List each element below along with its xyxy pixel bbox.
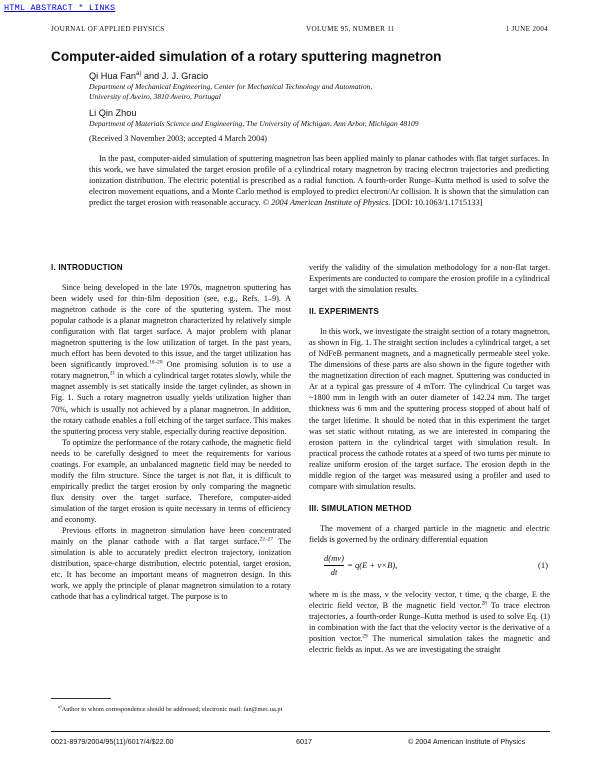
equation-1 <box>309 551 550 583</box>
paragraph: The movement of a charged particle in the magnetic and electric fields is governed by the ordinary differential equation <box>309 523 550 544</box>
right-column <box>309 262 550 655</box>
abstract-text: In the past, computer-aided simulation of sputtering magnetron has been applied mainly to planar cathodes with flat target surfaces. In this work, we have simulated the target erosion profile of a cylindrical rotary magnetron by tracing electron trajectories and predicting ionization distribution. The electric potential is prescribed as a radial function. A fourth-order Runge–Kutta method is used to solve the electron movement equations, and a Monte Carlo method is employed to predict electron/Ar collision. It is shown that the simulation can predict the target erosion with reasonable accuracy. <box>89 154 549 208</box>
running-head <box>51 25 548 37</box>
abstract <box>89 153 549 208</box>
affiliation-line: Department of Mechanical Engineering, Center for Mechanical Technology and Automation, <box>89 82 373 91</box>
html-abstract-links[interactable]: HTML ABSTRACT * LINKS <box>4 3 116 13</box>
equation-denominator: dt <box>330 566 338 577</box>
section-heading-introduction: I. INTRODUCTION <box>51 263 123 272</box>
journal-name: JOURNAL OF APPLIED PHYSICS <box>51 25 165 33</box>
equation-number: (1) <box>537 559 548 570</box>
issue-date: 1 JUNE 2004 <box>505 25 548 33</box>
equation-rhs: = q(E + v×B), <box>347 559 398 570</box>
abstract-copyright: © 2004 American Institute of Physics. <box>262 198 391 208</box>
equation-fraction <box>324 553 344 578</box>
citation[interactable]: 21 <box>109 370 116 377</box>
authors-group-2: Li Qin Zhou <box>89 108 137 118</box>
citation[interactable]: 28 <box>481 600 487 607</box>
paragraph: In this work, we investigate the straight section of a rotary magnetron, as shown in Fig. 1. The straight section includes a cylindrical target, a set of NdFeB permanent magnets, and a magnetically permeable steel yoke. The dimensions of these parts are also shown in the figure together with the magnetization direction of each magnet. Sputtering was conducted in Ar at a typical gas pressure of 4 mTorr. The cylindrical Cu target was ~1800 mm in length with an outer diameter of 142.24 mm. The target thickness was 6 mm and the sputtering process stopped of about half of the target lifetime. It should be noted that in this experiment the target was set static without rotating, as we are interested in comparing the erosion pattern in the cylindrical target with simulation result. In practical process the cathode rotates at a speed of two turns per minute to realize uniform erosion of the target surface. The erosion depth in the middle region of the target was measured using a profiler and used to compare with simulation results. <box>309 327 550 491</box>
authors-group-1 <box>89 71 208 81</box>
text-run: To trace electron trajectories, a fourth-order Runge–Kutta method is used to solve Eq. (1) in combination with the fact that the velocity vector is the derivative of a position vector. <box>309 600 550 644</box>
doi-link[interactable]: [DOI: 10.1063/1.1715133] <box>392 198 483 208</box>
citation[interactable]: 10–20 <box>149 359 163 366</box>
text-run: One promising solution is to use a rotary magnetron, <box>51 360 292 381</box>
footnote-mark: a) <box>58 704 62 709</box>
volume-number: VOLUME 95, NUMBER 11 <box>306 25 395 33</box>
footnote-text: Author to whom correspondence should be addressed; electronic mail: fan@mec.ua.pt <box>61 706 283 714</box>
footnote-mark[interactable]: a) <box>135 71 142 77</box>
paragraph <box>309 589 550 655</box>
text-run: Since being developed in the late 1970s, magnetron sputtering has been widely used for thin-film deposition (see, e.g., Refs. 1–9). A magnetron cathode is the core of the sputtering system. The most popular cathode is a planar magnetron characterized by relatively simple configuration with flat target surface. A major problem with planar magnetron sputtering is the low utilization of target. In the past years, much effort has been devoted to this issue, and the target utilization has been significantly improved. <box>51 283 291 370</box>
affiliation-2: Department of Materials Science and Engineering, The University of Michigan, Ann Arbor, Michigan 48109 <box>89 119 419 128</box>
bottom-copyright: © 2004 American Institute of Physics <box>408 737 526 746</box>
text-run: where m is the mass, v the velocity vector, t time, q the charge, E the electric field vector, B the magnetic field vector. <box>309 589 550 610</box>
received-dates: (Received 3 November 2003; accepted 4 March 2004) <box>89 134 268 143</box>
left-column <box>51 262 291 602</box>
text-run: in which a cylindrical target rotates slowly, while the magnet assembly is set statically inside the target cylinder, as shown in Fig. 1. Such a rotary magnetron usually yields utilization higher than 70%, which is usually not achieved by a planar magnetron. In addition, the rotary cathode enables a full etching of the target surface. This makes the sputtering process very stable, especially during reactive deposition. <box>51 371 292 436</box>
footnote <box>51 703 291 715</box>
section-heading-simulation-method: III. SIMULATION METHOD <box>309 503 412 513</box>
paragraph: verify the validity of the simulation methodology for a non-flat target. Experiments are conducted to compare the erosion profile in a cylindrical target with the simulation results. <box>309 263 550 295</box>
text-run: The numerical simulation takes the magnetic and electric fields as input. As we are investigating the straight <box>309 634 550 655</box>
affiliation-1 <box>89 82 559 103</box>
paragraph <box>51 525 291 602</box>
paper-title: Computer-aided simulation of a rotary sputtering magnetron <box>51 49 442 64</box>
section-heading-experiments: II. EXPERIMENTS <box>309 307 380 317</box>
bottom-rule <box>51 731 550 732</box>
page-number: 6017 <box>296 737 312 746</box>
affiliation-line: University of Aveiro, 3810 Aveiro, Portugal <box>89 92 221 102</box>
author-name: and J. J. Gracio <box>141 71 209 82</box>
issn-code: 0021-8979/2004/95(11)/6017/4/$22.00 <box>51 737 174 746</box>
paragraph <box>51 282 291 437</box>
citation[interactable]: 22–27 <box>259 536 274 543</box>
text-run: Previous efforts in magnetron simulation have been concentrated mainly on the planar cathode with a flat target surface. <box>51 526 291 547</box>
equation-numerator: d(mv) <box>324 553 344 566</box>
footnote-rule <box>51 698 111 699</box>
author-name: Qi Hua Fan <box>89 71 136 82</box>
text-run: The simulation is able to accurately predict electron trajectory, ionization distribution, space-charge distribution, electric potential, target erosion, etc. It has become an important means of magnetron design. In this work, we apply the principle of planar magnetron simulation to a rotary cathode that has a cylindrical target. The purpose is to <box>51 537 291 602</box>
citation[interactable]: 29 <box>362 633 368 640</box>
paragraph: To optimize the performance of the rotary cathode, the magnetic field needs to be carefully designed to meet the requirements for various coatings. For example, an unbalanced magnetic field may be needed to modify the film structure. Since the target is not flat, it is difficult to empirically predict the target erosion by only comparing the magnetic flux density over the target surface. Therefore, computer-aided simulation of the target erosion is quite necessary in terms of efficiency and economy. <box>51 437 291 524</box>
